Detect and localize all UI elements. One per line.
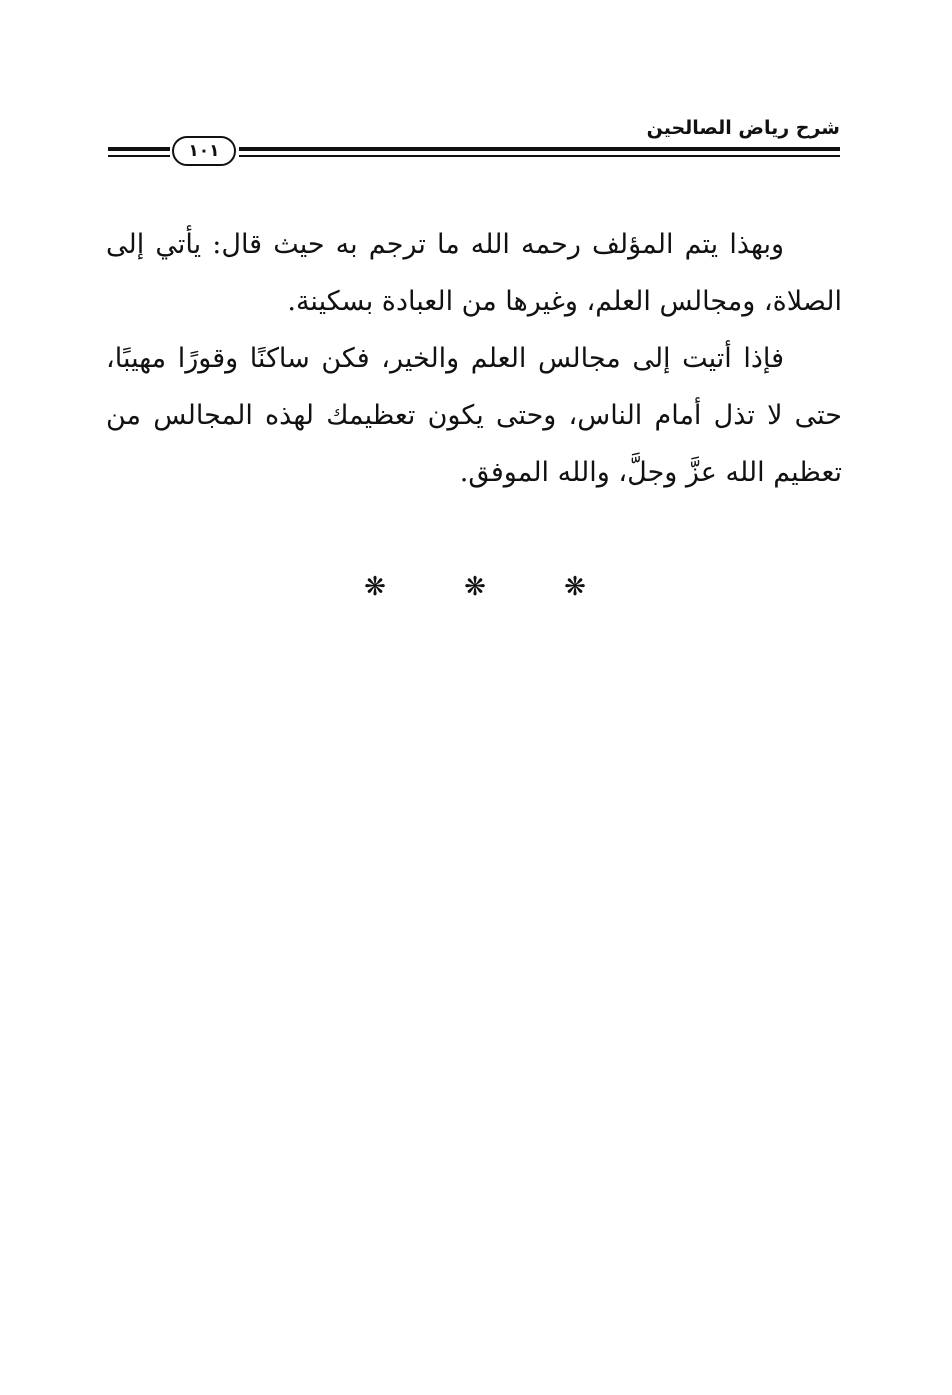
header-rule-right-thick xyxy=(239,147,840,151)
paragraph-1: وبهذا يتم المؤلف رحمه الله ما ترجم به حيث قال: يأتي إلى الصلاة، ومجالس العلم، وغيرها من العبادة بسكينة. xyxy=(106,229,842,317)
body-text xyxy=(106,216,842,501)
running-title: شرح رياض الصالحين xyxy=(646,117,840,139)
section-separator xyxy=(360,572,590,602)
header-rule-right-thin xyxy=(239,155,840,157)
header-rule-right xyxy=(239,147,840,158)
header-rule-left-thin xyxy=(108,155,170,157)
asterism-icon: ❋ xyxy=(464,572,486,602)
asterism-icon: ❋ xyxy=(564,572,586,602)
page-number: ١٠١ xyxy=(172,136,236,166)
asterism-icon: ❋ xyxy=(364,572,386,602)
page-header xyxy=(108,112,840,182)
header-rule-left xyxy=(108,147,170,158)
paragraph-2: فإذا أتيت إلى مجالس العلم والخير، فكن ساكنًا وقورًا مهيبًا، حتى لا تذل أمام الناس، وحتى يكون تعظيمك لهذه المجالس من تعظيم الله عزَّ وجلَّ، والله الموفق. xyxy=(106,343,842,488)
header-rule-left-thick xyxy=(108,147,170,151)
